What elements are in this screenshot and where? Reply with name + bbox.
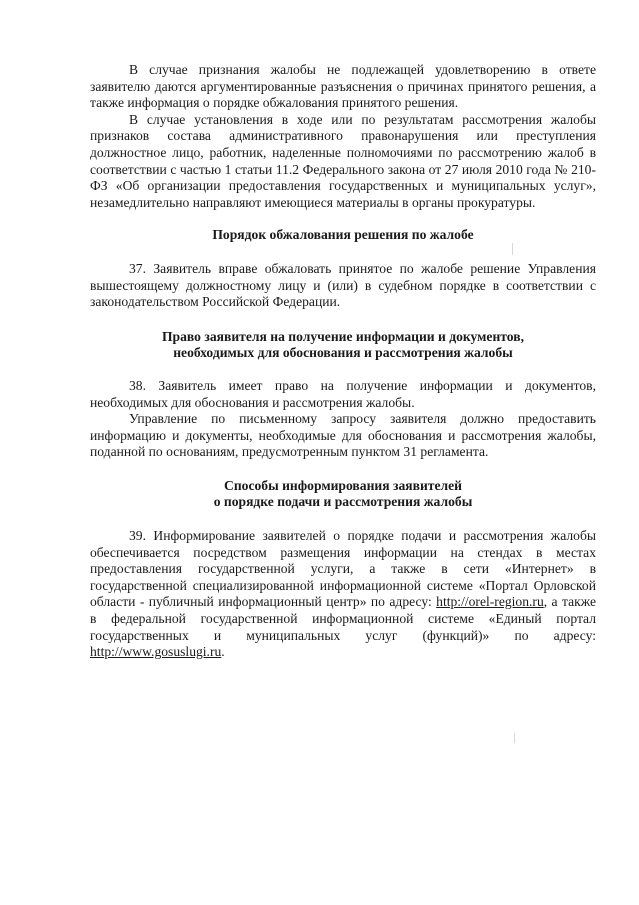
- gosuslugi-link[interactable]: http://www.gosuslugi.ru: [90, 644, 222, 660]
- paragraph-39: [90, 528, 596, 661]
- orel-region-link[interactable]: http://orel-region.ru: [436, 594, 544, 610]
- section-heading-right-to-info: [90, 329, 596, 362]
- section-heading-appeal: [90, 227, 596, 244]
- paragraph-37: 37. Заявитель вправе обжаловать принятое по жалобе решение Управления вышестоящему должностному лицу и (или) в судебном порядке в соответствии с законодательством Российской Федерации.: [90, 260, 596, 310]
- paragraph-38: 38. Заявитель имеет право на получение информации и документов, необходимых для обоснования и рассмотрения жалобы.: [90, 377, 596, 410]
- scan-mark: [512, 243, 513, 255]
- scan-mark: [514, 733, 515, 743]
- paragraph-39-text-part1: 39. Информирование заявителей о порядке подачи и рассмотрения жалобы обеспечивается посредством размещения информации на стендах в местах предоставления государственной услуги, а также в сети «Интернет» в государственной специализированной информационной системе «Портал Орловской области - публичный информационный центр» по адресу:: [90, 528, 596, 610]
- section-heading-informing-line2: о порядке подачи и рассмотрения жалобы: [213, 494, 473, 510]
- section-heading-right-to-info-line2: необходимых для обоснования и рассмотрения жалобы: [173, 345, 513, 361]
- paragraph-39-text-part3: .: [221, 644, 225, 660]
- section-heading-appeal-text: Порядок обжалования решения по жалобе: [212, 227, 474, 243]
- section-heading-right-to-info-line1: Право заявителя на получение информации и документов,: [161, 328, 524, 344]
- section-heading-informing-line1: Способы информирования заявителей: [224, 477, 462, 493]
- section-heading-informing: [90, 478, 596, 511]
- paragraph-complaint-rejection: В случае признания жалобы не подлежащей удовлетворению в ответе заявителю даются аргументированные разъяснения о причинах принятого решения, а также информация о порядке обжалования принятого решения.: [90, 62, 596, 111]
- paragraph-39-text-part2: , а также в федеральной государственной информационной системе «Единый портал государственных и муниципальных услуг (функций)» по адресу:: [90, 594, 596, 643]
- paragraph-38-continued: Управление по письменному запросу заявителя должно предоставить информацию и документы, необходимые для обоснования и рассмотрения жалобы, поданной по основаниям, предусмотренным пунктом 31 регламента.: [90, 411, 596, 460]
- paragraph-prosecutor-referral: В случае установления в ходе или по результатам рассмотрения жалобы признаков состава административного правонарушения или преступления должностное лицо, работник, наделенные полномочиями по рассмотрению жалоб в соответствии с частью 1 статьи 11.2 Федерального закона от 27 июля 2010 года № 210-ФЗ «Об организации предоставления государственных и муниципальных услуг», незамедлительно направляют имеющиеся материалы в органы прокуратуры.: [90, 111, 596, 210]
